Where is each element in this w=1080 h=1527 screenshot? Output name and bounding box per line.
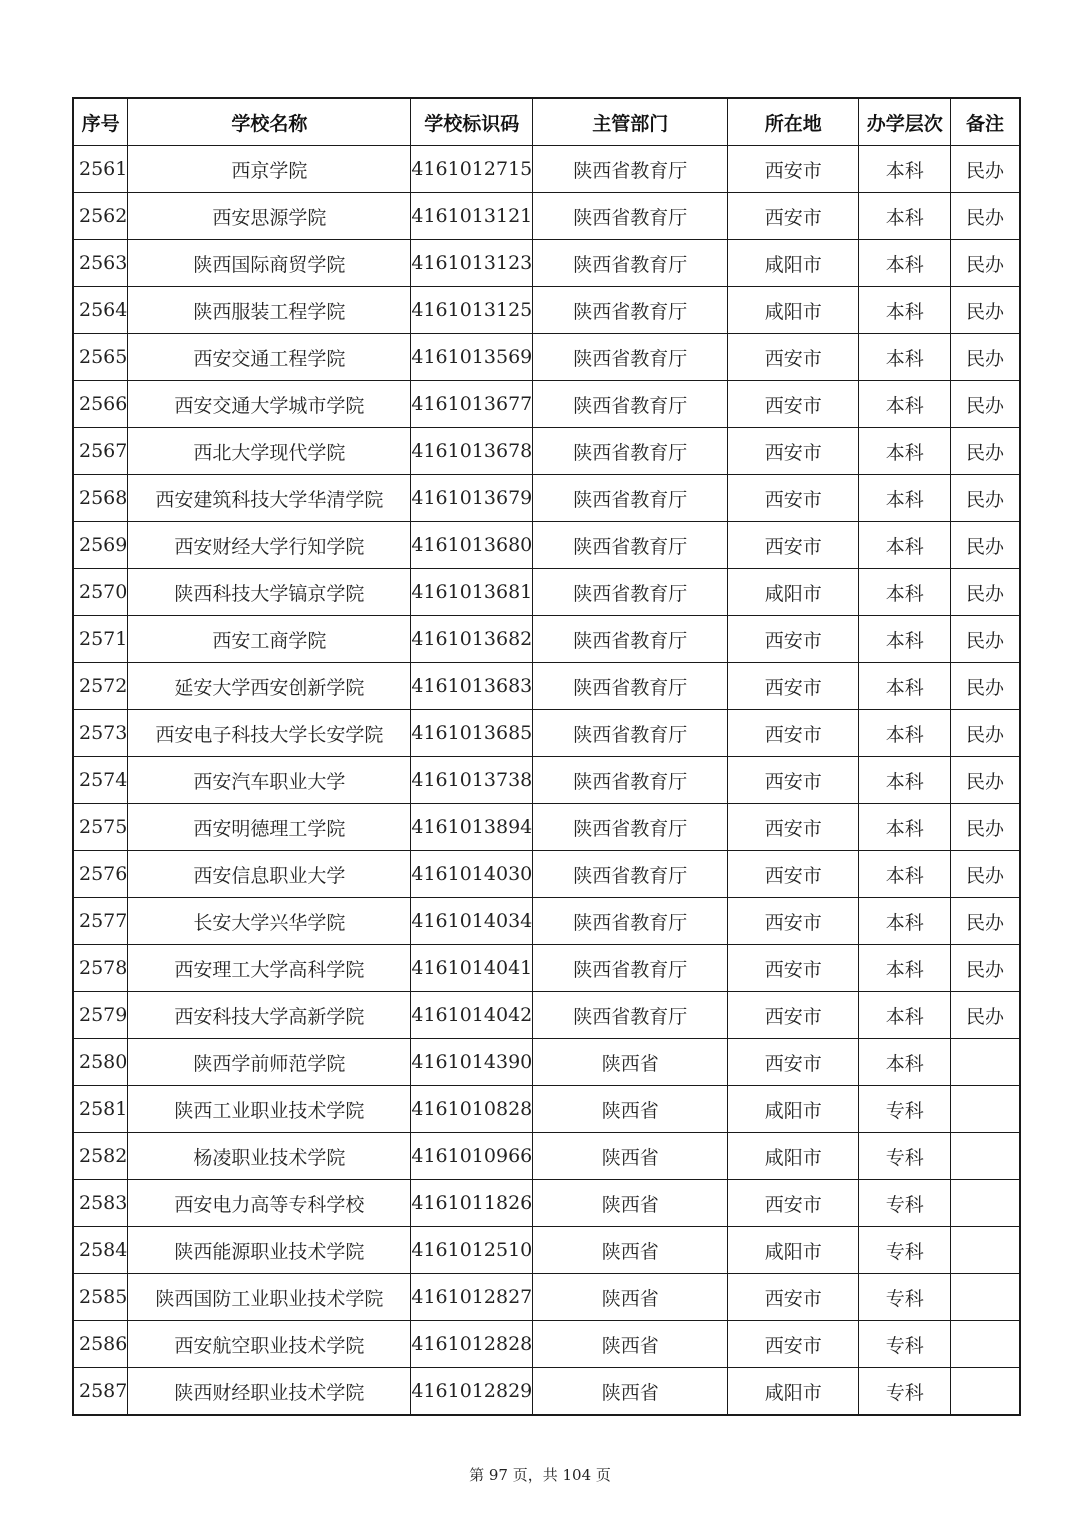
cell-level: 本科 <box>859 710 951 757</box>
cell-remark: 民办 <box>951 146 1020 193</box>
cell-seq: 2567 <box>73 428 128 475</box>
cell-school-name: 陕西科技大学镐京学院 <box>128 569 411 616</box>
table-body <box>73 146 1020 1416</box>
table-row <box>73 1227 1020 1274</box>
cell-remark <box>951 1039 1020 1086</box>
cell-school-name: 西安建筑科技大学华清学院 <box>128 475 411 522</box>
table-row <box>73 381 1020 428</box>
cell-level: 专科 <box>859 1133 951 1180</box>
cell-authority: 陕西省教育厅 <box>533 898 728 945</box>
cell-level: 本科 <box>859 381 951 428</box>
cell-school-code: 4161013894 <box>411 804 533 851</box>
table-row <box>73 757 1020 804</box>
cell-school-code: 4161010828 <box>411 1086 533 1133</box>
table-row <box>73 240 1020 287</box>
cell-seq: 2561 <box>73 146 128 193</box>
cell-school-name: 西安工商学院 <box>128 616 411 663</box>
cell-school-code: 4161013685 <box>411 710 533 757</box>
cell-school-name: 西安航空职业技术学院 <box>128 1321 411 1368</box>
cell-remark: 民办 <box>951 898 1020 945</box>
cell-authority: 陕西省教育厅 <box>533 569 728 616</box>
cell-level: 专科 <box>859 1180 951 1227</box>
cell-remark: 民办 <box>951 992 1020 1039</box>
cell-location: 西安市 <box>728 193 859 240</box>
cell-authority: 陕西省 <box>533 1368 728 1416</box>
table-row <box>73 287 1020 334</box>
cell-authority: 陕西省 <box>533 1180 728 1227</box>
cell-remark <box>951 1227 1020 1274</box>
cell-school-code: 4161013738 <box>411 757 533 804</box>
cell-seq: 2587 <box>73 1368 128 1416</box>
cell-authority: 陕西省 <box>533 1133 728 1180</box>
header-authority: 主管部门 <box>533 98 728 146</box>
cell-level: 本科 <box>859 757 951 804</box>
cell-level: 专科 <box>859 1368 951 1416</box>
cell-school-code: 4161012715 <box>411 146 533 193</box>
cell-remark <box>951 1274 1020 1321</box>
cell-level: 本科 <box>859 522 951 569</box>
cell-school-name: 延安大学西安创新学院 <box>128 663 411 710</box>
cell-level: 本科 <box>859 475 951 522</box>
cell-level: 专科 <box>859 1227 951 1274</box>
cell-level: 本科 <box>859 945 951 992</box>
cell-level: 本科 <box>859 663 951 710</box>
cell-school-name: 西安科技大学高新学院 <box>128 992 411 1039</box>
cell-seq: 2582 <box>73 1133 128 1180</box>
table-row <box>73 1086 1020 1133</box>
table-row <box>73 1321 1020 1368</box>
cell-remark: 民办 <box>951 240 1020 287</box>
cell-location: 咸阳市 <box>728 1368 859 1416</box>
cell-location: 西安市 <box>728 945 859 992</box>
table-row <box>73 710 1020 757</box>
cell-authority: 陕西省教育厅 <box>533 992 728 1039</box>
cell-remark <box>951 1321 1020 1368</box>
cell-authority: 陕西省教育厅 <box>533 663 728 710</box>
cell-seq: 2569 <box>73 522 128 569</box>
table-row <box>73 334 1020 381</box>
cell-location: 西安市 <box>728 710 859 757</box>
cell-school-name: 西安明德理工学院 <box>128 804 411 851</box>
cell-school-code: 4161011826 <box>411 1180 533 1227</box>
cell-level: 本科 <box>859 334 951 381</box>
cell-location: 西安市 <box>728 851 859 898</box>
cell-location: 西安市 <box>728 475 859 522</box>
cell-school-name: 陕西国防工业职业技术学院 <box>128 1274 411 1321</box>
cell-authority: 陕西省教育厅 <box>533 945 728 992</box>
cell-authority: 陕西省 <box>533 1227 728 1274</box>
cell-authority: 陕西省 <box>533 1086 728 1133</box>
cell-school-code: 4161013682 <box>411 616 533 663</box>
cell-level: 本科 <box>859 240 951 287</box>
cell-remark: 民办 <box>951 475 1020 522</box>
cell-level: 专科 <box>859 1086 951 1133</box>
cell-authority: 陕西省教育厅 <box>533 616 728 663</box>
table-row <box>73 663 1020 710</box>
cell-school-code: 4161013123 <box>411 240 533 287</box>
cell-seq: 2577 <box>73 898 128 945</box>
cell-authority: 陕西省 <box>533 1274 728 1321</box>
cell-school-name: 西安理工大学高科学院 <box>128 945 411 992</box>
cell-seq: 2564 <box>73 287 128 334</box>
cell-level: 专科 <box>859 1274 951 1321</box>
cell-authority: 陕西省教育厅 <box>533 334 728 381</box>
cell-school-name: 杨凌职业技术学院 <box>128 1133 411 1180</box>
cell-seq: 2566 <box>73 381 128 428</box>
cell-seq: 2572 <box>73 663 128 710</box>
table-row <box>73 475 1020 522</box>
cell-remark <box>951 1133 1020 1180</box>
cell-authority: 陕西省教育厅 <box>533 428 728 475</box>
cell-remark: 民办 <box>951 428 1020 475</box>
cell-seq: 2574 <box>73 757 128 804</box>
cell-school-code: 4161014030 <box>411 851 533 898</box>
cell-school-name: 陕西服装工程学院 <box>128 287 411 334</box>
cell-school-name: 西北大学现代学院 <box>128 428 411 475</box>
cell-level: 本科 <box>859 287 951 334</box>
table-row <box>73 1368 1020 1416</box>
cell-level: 本科 <box>859 898 951 945</box>
cell-remark <box>951 1086 1020 1133</box>
cell-school-name: 西安电力高等专科学校 <box>128 1180 411 1227</box>
cell-remark: 民办 <box>951 193 1020 240</box>
cell-authority: 陕西省教育厅 <box>533 522 728 569</box>
cell-level: 本科 <box>859 851 951 898</box>
cell-remark: 民办 <box>951 334 1020 381</box>
cell-school-name: 西安财经大学行知学院 <box>128 522 411 569</box>
header-school-code: 学校标识码 <box>411 98 533 146</box>
cell-authority: 陕西省教育厅 <box>533 710 728 757</box>
cell-seq: 2570 <box>73 569 128 616</box>
table-row <box>73 522 1020 569</box>
cell-level: 本科 <box>859 804 951 851</box>
table-row <box>73 1180 1020 1227</box>
table-row <box>73 1274 1020 1321</box>
table-row <box>73 1039 1020 1086</box>
cell-location: 西安市 <box>728 804 859 851</box>
cell-school-code: 4161014042 <box>411 992 533 1039</box>
cell-seq: 2578 <box>73 945 128 992</box>
cell-school-code: 4161014390 <box>411 1039 533 1086</box>
cell-seq: 2568 <box>73 475 128 522</box>
cell-school-name: 陕西学前师范学院 <box>128 1039 411 1086</box>
cell-school-name: 西安信息职业大学 <box>128 851 411 898</box>
table-row <box>73 945 1020 992</box>
cell-school-code: 4161013125 <box>411 287 533 334</box>
cell-level: 本科 <box>859 428 951 475</box>
cell-school-code: 4161013681 <box>411 569 533 616</box>
cell-remark: 民办 <box>951 851 1020 898</box>
cell-school-code: 4161012829 <box>411 1368 533 1416</box>
cell-level: 本科 <box>859 569 951 616</box>
cell-authority: 陕西省教育厅 <box>533 757 728 804</box>
cell-remark: 民办 <box>951 757 1020 804</box>
school-list-table <box>72 97 1021 1416</box>
cell-seq: 2571 <box>73 616 128 663</box>
cell-seq: 2579 <box>73 992 128 1039</box>
cell-remark: 民办 <box>951 569 1020 616</box>
cell-remark: 民办 <box>951 945 1020 992</box>
cell-school-name: 长安大学兴华学院 <box>128 898 411 945</box>
cell-school-code: 4161014034 <box>411 898 533 945</box>
cell-school-code: 4161013677 <box>411 381 533 428</box>
cell-school-name: 陕西财经职业技术学院 <box>128 1368 411 1416</box>
cell-remark: 民办 <box>951 663 1020 710</box>
header-remark: 备注 <box>951 98 1020 146</box>
cell-location: 西安市 <box>728 381 859 428</box>
cell-seq: 2583 <box>73 1180 128 1227</box>
cell-school-code: 4161013569 <box>411 334 533 381</box>
table-row <box>73 992 1020 1039</box>
cell-seq: 2586 <box>73 1321 128 1368</box>
cell-remark <box>951 1368 1020 1416</box>
cell-level: 专科 <box>859 1321 951 1368</box>
cell-school-name: 西安汽车职业大学 <box>128 757 411 804</box>
cell-location: 西安市 <box>728 334 859 381</box>
cell-seq: 2585 <box>73 1274 128 1321</box>
table-row <box>73 898 1020 945</box>
cell-remark: 民办 <box>951 287 1020 334</box>
cell-seq: 2575 <box>73 804 128 851</box>
cell-authority: 陕西省教育厅 <box>533 851 728 898</box>
cell-location: 咸阳市 <box>728 1227 859 1274</box>
cell-school-name: 陕西工业职业技术学院 <box>128 1086 411 1133</box>
cell-remark: 民办 <box>951 804 1020 851</box>
cell-seq: 2565 <box>73 334 128 381</box>
cell-school-code: 4161012828 <box>411 1321 533 1368</box>
cell-authority: 陕西省教育厅 <box>533 240 728 287</box>
cell-level: 本科 <box>859 616 951 663</box>
header-level: 办学层次 <box>859 98 951 146</box>
cell-seq: 2576 <box>73 851 128 898</box>
cell-school-code: 4161013678 <box>411 428 533 475</box>
cell-authority: 陕西省教育厅 <box>533 193 728 240</box>
cell-authority: 陕西省教育厅 <box>533 287 728 334</box>
cell-seq: 2584 <box>73 1227 128 1274</box>
cell-location: 西安市 <box>728 616 859 663</box>
cell-school-code: 4161012510 <box>411 1227 533 1274</box>
cell-seq: 2573 <box>73 710 128 757</box>
cell-location: 咸阳市 <box>728 1133 859 1180</box>
cell-level: 本科 <box>859 1039 951 1086</box>
table-row <box>73 428 1020 475</box>
table-row <box>73 804 1020 851</box>
cell-remark: 民办 <box>951 522 1020 569</box>
cell-authority: 陕西省教育厅 <box>533 381 728 428</box>
cell-school-name: 西安交通大学城市学院 <box>128 381 411 428</box>
header-school-name: 学校名称 <box>128 98 411 146</box>
cell-school-name: 西安思源学院 <box>128 193 411 240</box>
cell-school-code: 4161013679 <box>411 475 533 522</box>
cell-authority: 陕西省 <box>533 1039 728 1086</box>
cell-location: 西安市 <box>728 146 859 193</box>
cell-location: 西安市 <box>728 1274 859 1321</box>
cell-level: 本科 <box>859 992 951 1039</box>
cell-location: 咸阳市 <box>728 569 859 616</box>
cell-school-name: 西安电子科技大学长安学院 <box>128 710 411 757</box>
cell-location: 西安市 <box>728 992 859 1039</box>
table-row <box>73 146 1020 193</box>
cell-remark <box>951 1180 1020 1227</box>
cell-school-name: 西安交通工程学院 <box>128 334 411 381</box>
cell-seq: 2562 <box>73 193 128 240</box>
cell-authority: 陕西省 <box>533 1321 728 1368</box>
table-row <box>73 851 1020 898</box>
cell-authority: 陕西省教育厅 <box>533 475 728 522</box>
cell-school-name: 陕西能源职业技术学院 <box>128 1227 411 1274</box>
cell-location: 咸阳市 <box>728 287 859 334</box>
cell-location: 西安市 <box>728 757 859 804</box>
header-seq: 序号 <box>73 98 128 146</box>
table-header-row <box>73 98 1020 146</box>
cell-school-code: 4161013683 <box>411 663 533 710</box>
cell-location: 西安市 <box>728 522 859 569</box>
table-row <box>73 569 1020 616</box>
cell-school-code: 4161013121 <box>411 193 533 240</box>
cell-school-name: 陕西国际商贸学院 <box>128 240 411 287</box>
cell-remark: 民办 <box>951 381 1020 428</box>
cell-location: 西安市 <box>728 1180 859 1227</box>
cell-location: 咸阳市 <box>728 240 859 287</box>
page-footer: 第 97 页，共 104 页 <box>469 1466 611 1484</box>
cell-authority: 陕西省教育厅 <box>533 146 728 193</box>
cell-seq: 2580 <box>73 1039 128 1086</box>
cell-school-code: 4161013680 <box>411 522 533 569</box>
cell-location: 西安市 <box>728 898 859 945</box>
cell-level: 本科 <box>859 146 951 193</box>
cell-school-name: 西京学院 <box>128 146 411 193</box>
table-row <box>73 193 1020 240</box>
cell-location: 西安市 <box>728 1039 859 1086</box>
header-location: 所在地 <box>728 98 859 146</box>
table-row <box>73 616 1020 663</box>
cell-seq: 2581 <box>73 1086 128 1133</box>
cell-remark: 民办 <box>951 710 1020 757</box>
table-row <box>73 1133 1020 1180</box>
cell-location: 西安市 <box>728 663 859 710</box>
cell-location: 咸阳市 <box>728 1086 859 1133</box>
cell-school-code: 4161014041 <box>411 945 533 992</box>
cell-remark: 民办 <box>951 616 1020 663</box>
cell-location: 西安市 <box>728 428 859 475</box>
cell-authority: 陕西省教育厅 <box>533 804 728 851</box>
cell-level: 本科 <box>859 193 951 240</box>
cell-seq: 2563 <box>73 240 128 287</box>
cell-school-code: 4161012827 <box>411 1274 533 1321</box>
cell-location: 西安市 <box>728 1321 859 1368</box>
cell-school-code: 4161010966 <box>411 1133 533 1180</box>
